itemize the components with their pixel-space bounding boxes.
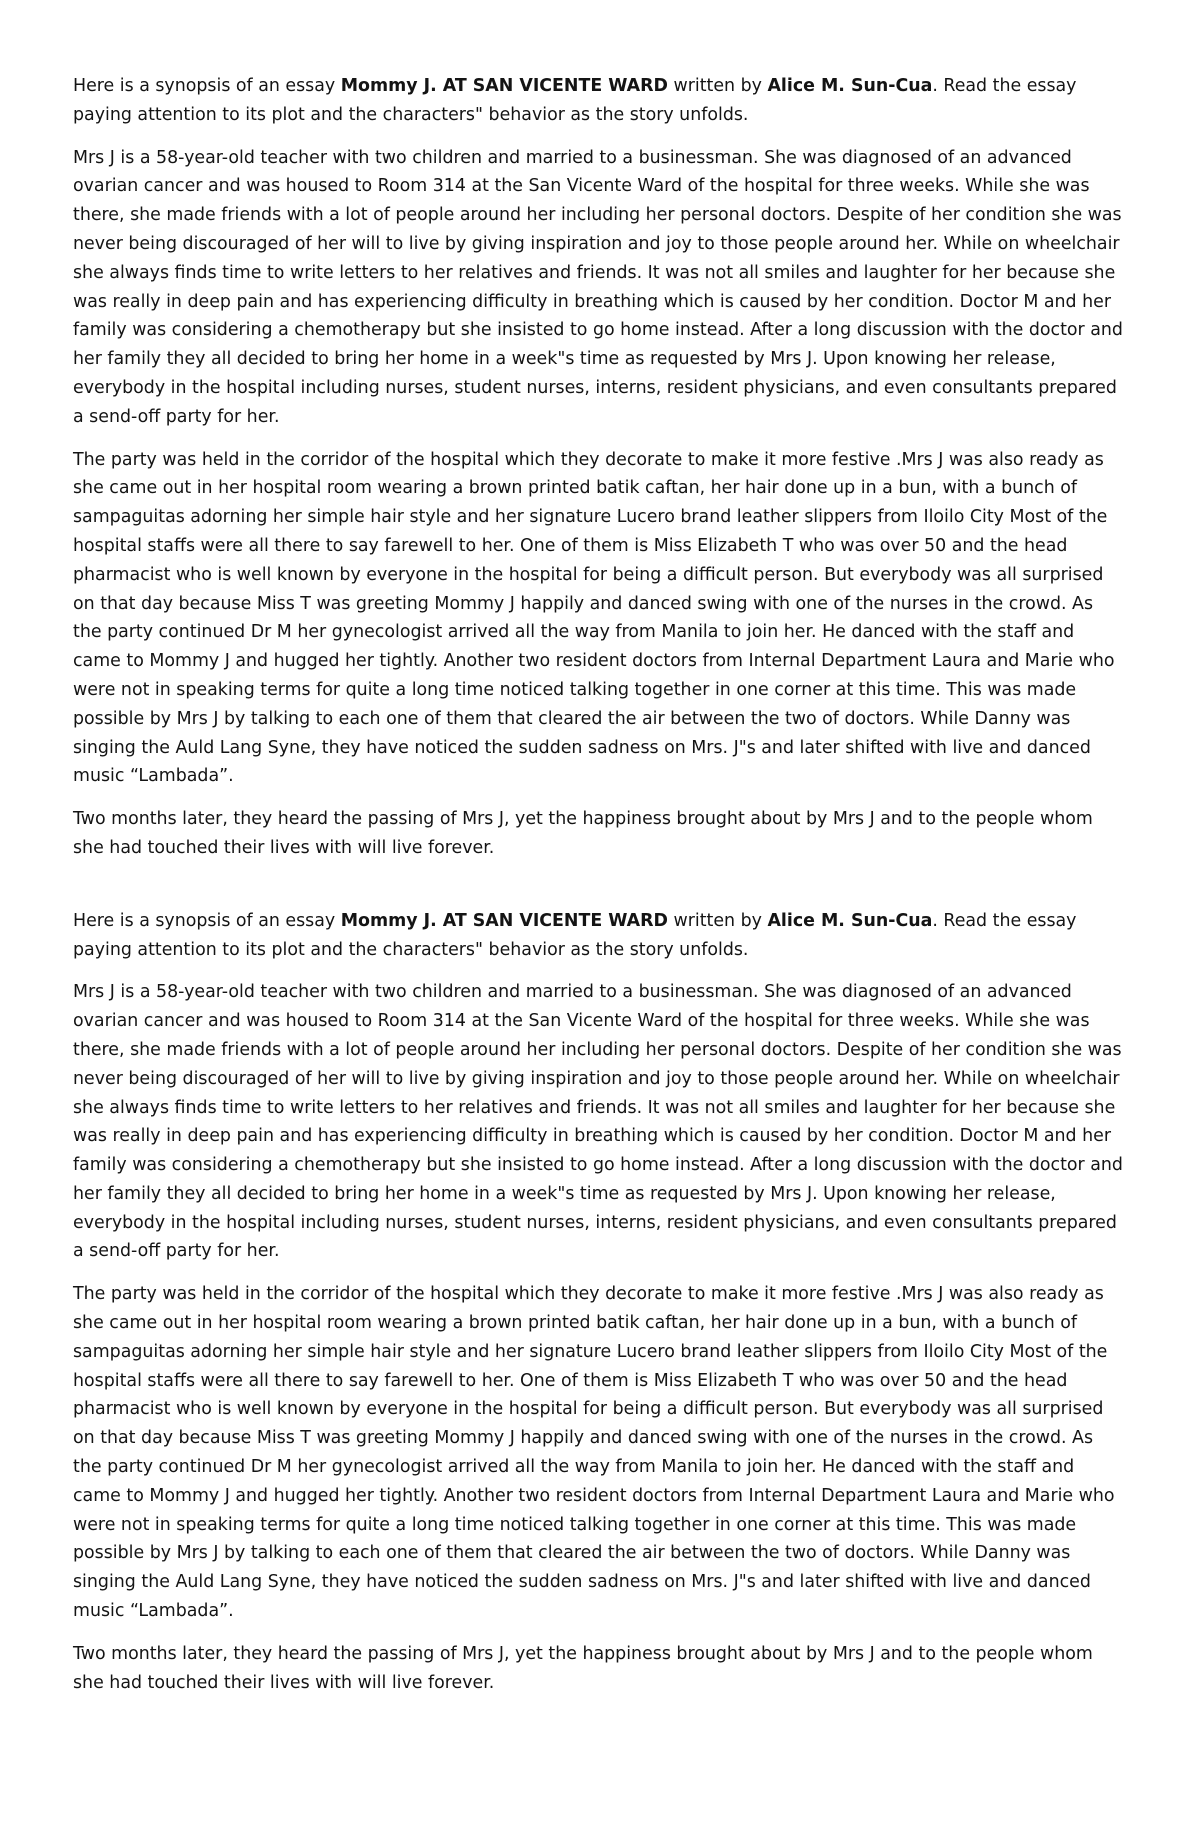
story-paragraph: Two months later, they heard the passing of Mrs J, yet the happiness brought about by Mrs J and to the people whom she had touched their lives with will live forever.: [73, 809, 1093, 858]
synopsis-block: [73, 72, 1127, 863]
intro-text: Here is a synopsis of an essay: [73, 76, 341, 96]
author-name: Alice M. Sun-Cua: [767, 910, 933, 931]
story-paragraph: Mrs J is a 58-year-old teacher with two children and married to a businessman. She was diagnosed of an advanced ovarian cancer and was housed to Room 314 at the San Vicente Ward of the hospital for three weeks. While she was there, she made friends with a lot of people around her including her personal doctors. Despite of her condition she was never being discouraged of her will to live by giving inspiration and joy to those people around her. While on wheelchair she always finds time to write letters to her relatives and friends. It was not all smiles and laughter for her because she was really in deep pain and has experiencing difficulty in breathing which is caused by her condition. Doctor M and her family was considering a chemotherapy but she insisted to go home instead. After a long discussion with the doctor and her family they all decided to bring her home in a week"s time as requested by Mrs J. Upon knowing her release, everybody in the hospital including nurses, student nurses, interns, resident physicians, and even consultants prepared a send-off party for her.: [73, 147, 1123, 427]
story-paragraph: Mrs J is a 58-year-old teacher with two children and married to a businessman. She was diagnosed of an advanced ovarian cancer and was housed to Room 314 at the San Vicente Ward of the hospital for three weeks. While she was there, she made friends with a lot of people around her including her personal doctors. Despite of her condition she was never being discouraged of her will to live by giving inspiration and joy to those people around her. While on wheelchair she always finds time to write letters to her relatives and friends. It was not all smiles and laughter for her because she was really in deep pain and has experiencing difficulty in breathing which is caused by her condition. Doctor M and her family was considering a chemotherapy but she insisted to go home instead. After a long discussion with the doctor and her family they all decided to bring her home in a week"s time as requested by Mrs J. Upon knowing her release, everybody in the hospital including nurses, student nurses, interns, resident physicians, and even consultants prepared a send-off party for her.: [73, 982, 1123, 1262]
intro-paragraph: [73, 72, 1127, 130]
intro-text: . Read the essay paying attention to its plot and the characters" behavior as the story unfolds.: [73, 910, 1077, 960]
intro-text: written by: [667, 910, 768, 931]
synopsis-block: [73, 907, 1127, 1698]
intro-text: written by: [667, 76, 768, 96]
intro-paragraph: [73, 907, 1127, 965]
story-paragraph: The party was held in the corridor of the hospital which they decorate to make it more festive .Mrs J was also ready as she came out in her hospital room wearing a brown printed batik caftan, her hair done up in a bun, with a bunch of sampaguitas adorning her simple hair style and her signature Lucero brand leather slippers from Iloilo City Most of the hospital staffs were all there to say farewell to her. One of them is Miss Elizabeth T who was over 50 and the head pharmacist who is well known by everyone in the hospital for being a difficult person. But everybody was all surprised on that day because Miss T was greeting Mommy J happily and danced swing with one of the nurses in the crowd. As the party continued Dr M her gynecologist arrived all the way from Manila to join her. He danced with the staff and came to Mommy J and hugged her tightly. Another two resident doctors from Internal Department Laura and Marie who were not in speaking terms for quite a long time noticed talking together in one corner at this time. This was made possible by Mrs J by talking to each one of them that cleared the air between the two of doctors. While Danny was singing the Auld Lang Syne, they have noticed the sudden sadness on Mrs. J"s and later shifted with live and danced music “Lambada”.: [73, 449, 1115, 787]
essay-title: Mommy J. AT SAN VICENTE WARD: [340, 76, 668, 96]
intro-text: Here is a synopsis of an essay: [73, 910, 341, 931]
story-paragraph: Two months later, they heard the passing of Mrs J, yet the happiness brought about by Mrs J and to the people whom she had touched their lives with will live forever.: [73, 1643, 1093, 1693]
intro-text: . Read the essay paying attention to its plot and the characters" behavior as the story unfolds.: [73, 76, 1077, 125]
essay-title: Mommy J. AT SAN VICENTE WARD: [340, 910, 668, 931]
author-name: Alice M. Sun-Cua: [767, 76, 933, 96]
story-paragraph: The party was held in the corridor of the hospital which they decorate to make it more festive .Mrs J was also ready as she came out in her hospital room wearing a brown printed batik caftan, her hair done up in a bun, with a bunch of sampaguitas adorning her simple hair style and her signature Lucero brand leather slippers from Iloilo City Most of the hospital staffs were all there to say farewell to her. One of them is Miss Elizabeth T who was over 50 and the head pharmacist who is well known by everyone in the hospital for being a difficult person. But everybody was all surprised on that day because Miss T was greeting Mommy J happily and danced swing with one of the nurses in the crowd. As the party continued Dr M her gynecologist arrived all the way from Manila to join her. He danced with the staff and came to Mommy J and hugged her tightly. Another two resident doctors from Internal Department Laura and Marie who were not in speaking terms for quite a long time noticed talking together in one corner at this time. This was made possible by Mrs J by talking to each one of them that cleared the air between the two of doctors. While Danny was singing the Auld Lang Syne, they have noticed the sudden sadness on Mrs. J"s and later shifted with live and danced music “Lambada”.: [73, 1284, 1115, 1622]
